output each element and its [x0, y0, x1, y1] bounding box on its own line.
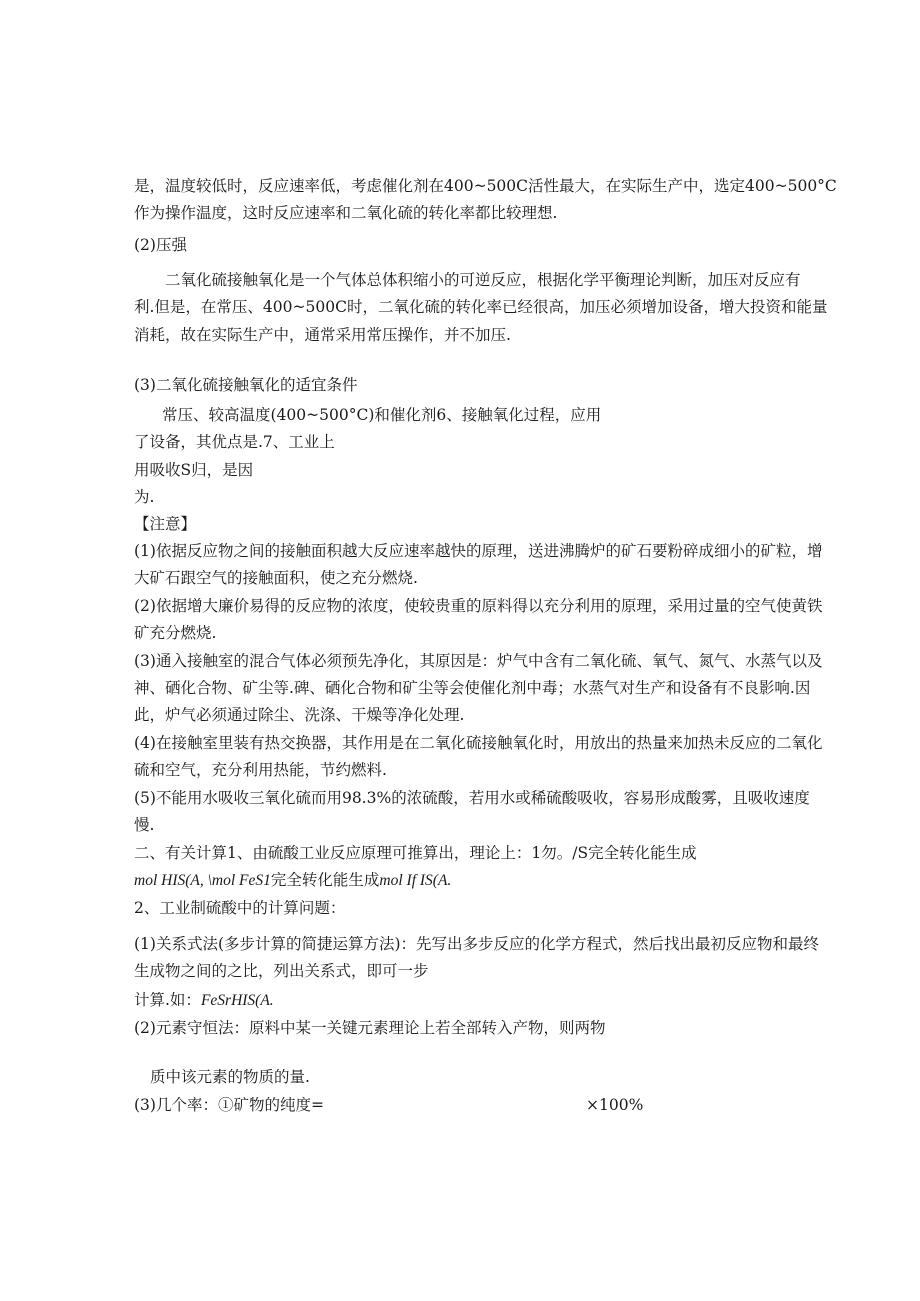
pressure-line-2: 利.但是，在常压、400~500C时，二氧化硫的转化率已经很高，加压必须增加设备，增大投资和能量	[134, 298, 828, 316]
method1-line-1: (1)关系式法(多步计算的简捷运算方法)：先写出多步反应的化学方程式，然后找出最初反应物和最终	[134, 935, 820, 953]
method1-example-prefix: 计算.如：	[134, 991, 201, 1009]
note-line: (1)依据反应物之间的接触面积越大反应速率越快的原理，送进沸腾炉的矿石要粉碎成细小的矿粒，增	[134, 542, 823, 560]
method3-label: (3)几个率：①矿物的纯度=	[134, 1096, 324, 1114]
pressure-heading: (2)压强	[134, 236, 187, 254]
calc-formula-part1: mol HIS(A, \mol FeS1	[134, 872, 271, 889]
calc-item2: 2、工业制硫酸中的计算问题：	[134, 899, 346, 917]
note-line: (5)不能用水吸收三氧化硫而用98.3%的浓硫酸，若用水或稀硫酸吸收，容易形成酸雾，且吸收速度	[134, 789, 810, 807]
method2-line: (2)元素守恒法：原料中某一关键元素理论上若全部转入产物，则两物	[134, 1019, 606, 1037]
note-line: 大矿石跟空气的接触面积，使之充分燃烧.	[134, 569, 418, 587]
method1-example	[134, 990, 274, 1011]
conditions-line-4: 为.	[134, 488, 155, 506]
calc-formula-part2: 完全转化能生成	[270, 871, 380, 889]
note-line: 慢.	[134, 816, 155, 834]
calc-formula-line	[134, 870, 451, 891]
note-line: 矿充分燃烧.	[134, 624, 217, 642]
method2-continuation: 质中该元素的物质的量.	[150, 1068, 310, 1086]
calc-formula-part3: mol If IS(A.	[379, 872, 452, 889]
method1-line-2: 生成物之间的之比，列出关系式，即可一步	[134, 962, 429, 980]
note-line: 神、硒化合物、矿尘等.碑、硒化合物和矿尘等会使催化剂中毒；水蒸气对生产和设备有不良影响.因	[134, 679, 811, 697]
note-line: (3)通入接触室的混合气体必须预先净化，其原因是：炉气中含有二氧化硫、氧气、氮气、水蒸气以及	[134, 652, 823, 670]
temperature-line-1: 是，温度较低时，反应速率低，考虑催化剂在400~500C活性最大，在实际生产中，选定400~500°C	[134, 177, 837, 195]
conditions-heading: (3)二氧化硫接触氧化的适宜条件	[134, 376, 358, 394]
method3-suffix: ×100%	[586, 1096, 644, 1114]
pressure-line-1: 二氧化硫接触氧化是一个气体总体积缩小的可逆反应，根据化学平衡理论判断，加压对反应有	[165, 271, 801, 289]
calc-intro: 二、有关计算1、由硫酸工业反应原理可推算出，理论上：1勿。/S完全转化能生成	[134, 844, 697, 862]
method1-example-formula: FeSrHIS(A.	[200, 992, 274, 1009]
conditions-line-2: 了设备，其优点是.7、工业上	[134, 433, 335, 451]
conditions-line-3: 用吸收S归，是因	[134, 461, 254, 479]
note-line: (2)依据增大廉价易得的反应物的浓度，使较贵重的原料得以充分利用的原理，采用过量的空气使黄铁	[134, 597, 823, 615]
pressure-line-3: 消耗，故在实际生产中，通常采用常压操作，并不加压.	[134, 326, 511, 344]
notes-heading: 【注意】	[134, 515, 197, 533]
note-line: 硫和空气，充分利用热能，节约燃料.	[134, 761, 387, 779]
note-line: 此，炉气必须通过除尘、洗涤、干燥等净化处理.	[134, 706, 465, 724]
conditions-line-1: 常压、较高温度(400~500°C)和催化剂6、接触氧化过程，应用	[162, 406, 602, 424]
temperature-line-2: 作为操作温度，这时反应速率和二氧化硫的转化率都比较理想.	[134, 204, 558, 222]
note-line: (4)在接触室里装有热交换器，其作用是在二氧化硫接触氧化时，用放出的热量来加热未反应的二氧化	[134, 734, 823, 752]
